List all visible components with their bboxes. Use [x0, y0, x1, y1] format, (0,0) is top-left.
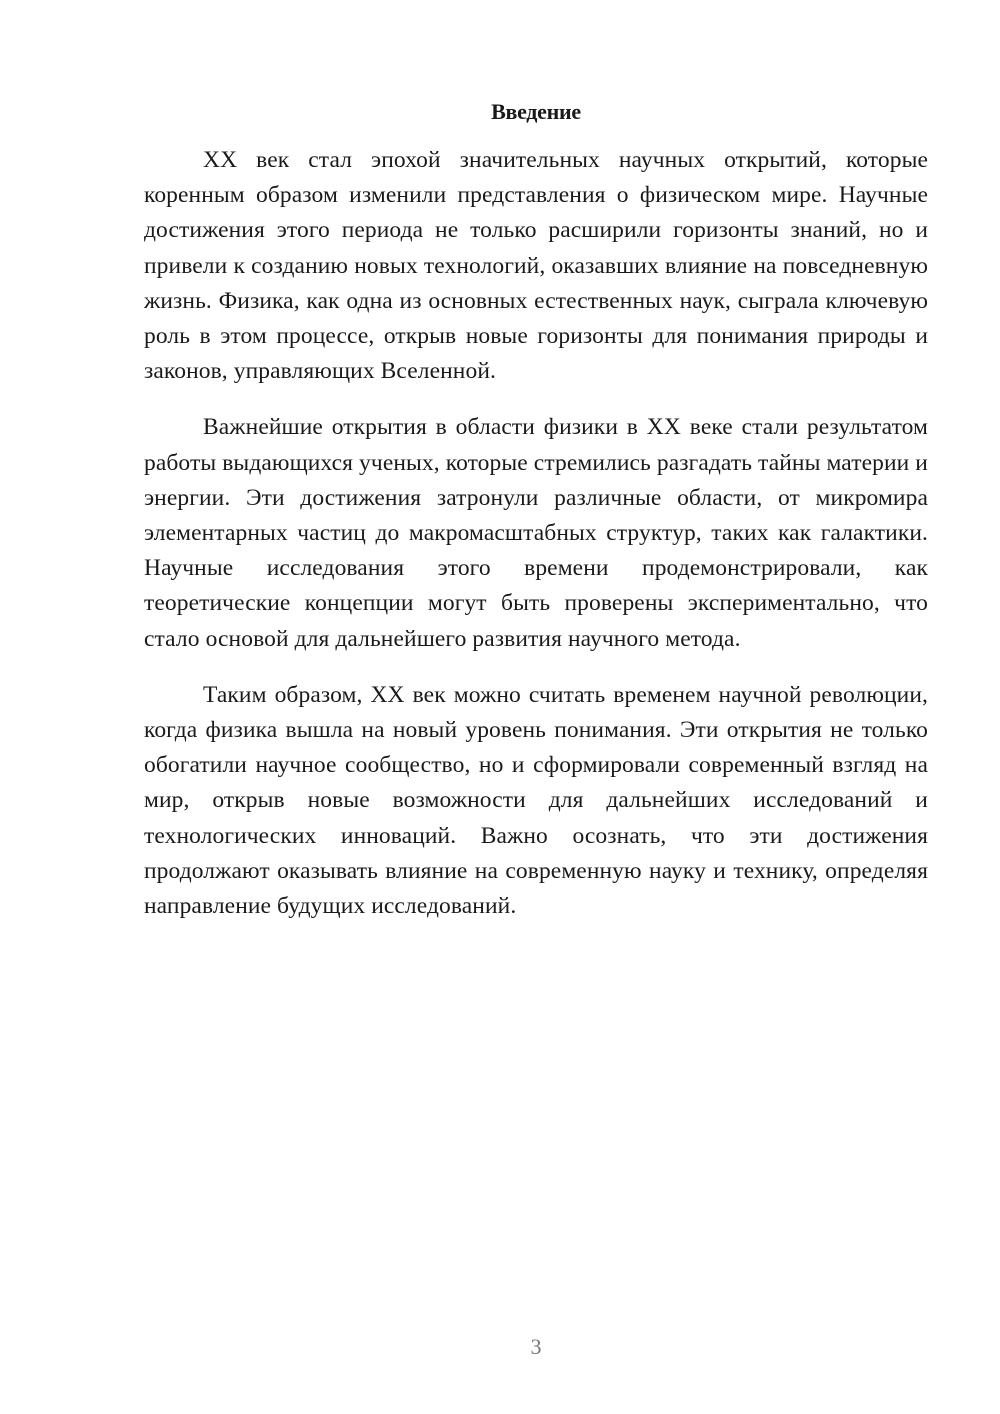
paragraph-3: Таким образом, XX век можно считать временем научной революции, когда физика вышла на новый уровень понимания. Эти открытия не только обогатили научное сообщество, но и сформировали современный взгляд на мир, открыв новые возможности для дальнейших исследований и технологических инноваций. Важно осознать, что эти достижения продолжают оказывать влияние на современную науку и технику, определяя направление будущих исследований.	[144, 681, 928, 920]
paragraph-2: Важнейшие открытия в области физики в XX веке стали результатом работы выдающихся ученых, которые стремились разгадать тайны материи и энергии. Эти достижения затронули различные области, от микромира элементарных частиц до макромасштабных структур, таких как галактики. Научные исследования этого времени продемонстрировали, как теоретические концепции могут быть проверены экспериментально, что стало основой для дальнейшего развития научного метода.	[144, 414, 928, 652]
paragraph-1: XX век стал эпохой значительных научных открытий, которые коренным образом изменили представления о физическом мире. Научные достижения этого периода не только расширили горизонты знаний, но и привели к созданию новых технологий, оказавших влияние на повседневную жизнь. Физика, как одна из основных естественных наук, сыграла ключевую роль в этом процессе, открыв новые горизонты для понимания природы и законов, управляющих Вселенной.	[144, 147, 928, 385]
page-title: Введение	[491, 99, 581, 124]
page-number: 3	[530, 1334, 542, 1359]
body-text	[144, 143, 928, 945]
